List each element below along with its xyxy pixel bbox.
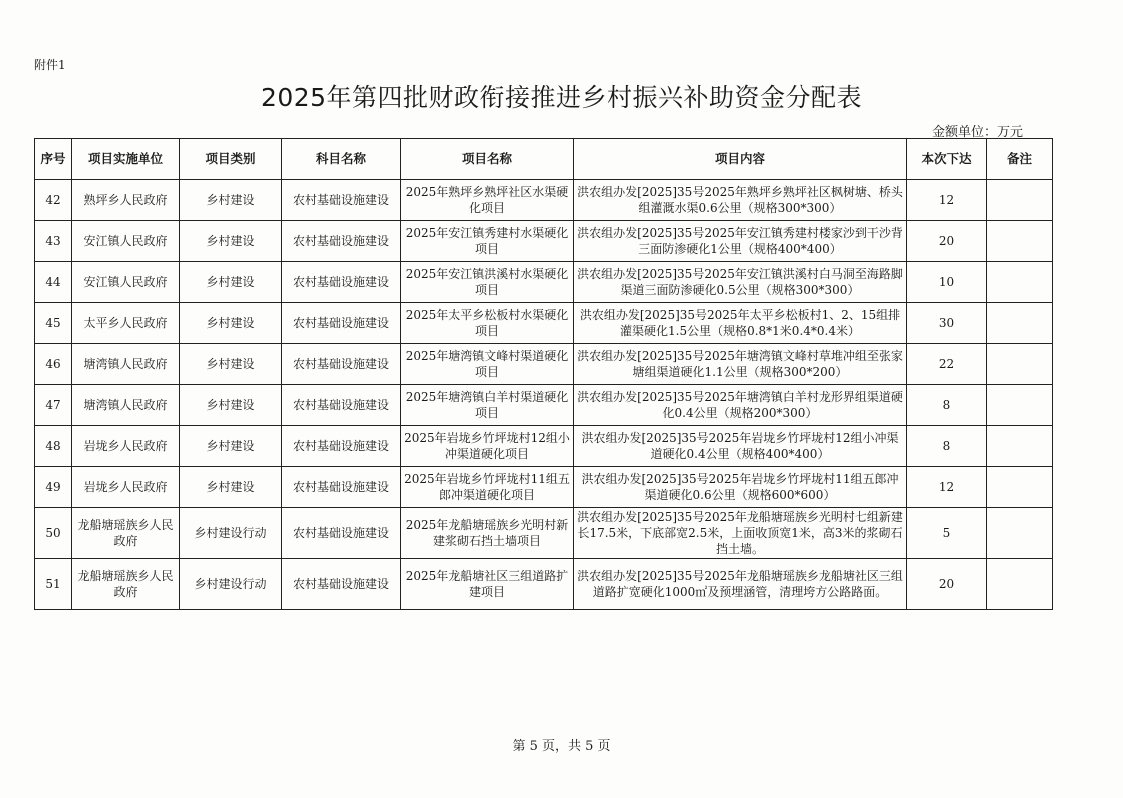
cell-subject: 农村基础设施建设 [282, 426, 401, 467]
cell-category: 乡村建设 [180, 180, 282, 221]
amount-unit-label: 金额单位：万元 [931, 125, 1023, 140]
header-remark: 备注 [987, 139, 1053, 180]
cell-name: 2025年安江镇秀建村水渠硬化项目 [401, 221, 574, 262]
cell-name: 2025年龙船塘社区三组道路扩建项目 [401, 559, 574, 610]
table-row [35, 426, 1053, 467]
cell-unit: 龙船塘瑶族乡人民政府 [72, 508, 180, 559]
table-row [35, 180, 1053, 221]
cell-remark [987, 467, 1053, 508]
cell-content: 洪农组办发[2025]35号2025年太平乡松板村1、2、15组排灌渠硬化1.5公里（规格0.8*1米0.4*0.4米） [574, 303, 907, 344]
cell-remark [987, 262, 1053, 303]
cell-category: 乡村建设 [180, 385, 282, 426]
page-number: 第 5 页，共 5 页 [512, 739, 611, 754]
cell-seq: 50 [35, 508, 72, 559]
cell-amount: 12 [907, 467, 987, 508]
cell-seq: 47 [35, 385, 72, 426]
cell-remark [987, 180, 1053, 221]
cell-name: 2025年岩垅乡竹坪垅村11组五郎冲渠道硬化项目 [401, 467, 574, 508]
cell-unit: 塘湾镇人民政府 [72, 385, 180, 426]
table-row [35, 508, 1053, 559]
header-unit: 项目实施单位 [72, 139, 180, 180]
cell-unit: 安江镇人民政府 [72, 221, 180, 262]
cell-amount: 5 [907, 508, 987, 559]
cell-unit: 龙船塘瑶族乡人民政府 [72, 559, 180, 610]
cell-unit: 安江镇人民政府 [72, 262, 180, 303]
cell-name: 2025年太平乡松板村水渠硬化项目 [401, 303, 574, 344]
cell-unit: 太平乡人民政府 [72, 303, 180, 344]
cell-seq: 43 [35, 221, 72, 262]
header-content: 项目内容 [574, 139, 907, 180]
cell-category: 乡村建设行动 [180, 508, 282, 559]
cell-remark [987, 385, 1053, 426]
cell-remark [987, 303, 1053, 344]
cell-subject: 农村基础设施建设 [282, 467, 401, 508]
table-header-row [35, 139, 1053, 180]
table-row [35, 344, 1053, 385]
cell-seq: 51 [35, 559, 72, 610]
cell-name: 2025年熟坪乡熟坪社区水渠硬化项目 [401, 180, 574, 221]
cell-content: 洪农组办发[2025]35号2025年熟坪乡熟坪社区枫树塘、桥头组灌溉水渠0.6公里（规格300*300） [574, 180, 907, 221]
header-name: 项目名称 [401, 139, 574, 180]
cell-content: 洪农组办发[2025]35号2025年岩垅乡竹坪垅村12组小冲渠道硬化0.4公里（规格400*400） [574, 426, 907, 467]
cell-content: 洪农组办发[2025]35号2025年龙船塘瑶族乡龙船塘社区三组道路扩宽硬化1000㎡及预埋涵管，清理垮方公路路面。 [574, 559, 907, 610]
cell-remark [987, 426, 1053, 467]
table-row [35, 559, 1053, 610]
header-amount: 本次下达 [907, 139, 987, 180]
table-row [35, 303, 1053, 344]
cell-category: 乡村建设 [180, 344, 282, 385]
cell-amount: 22 [907, 344, 987, 385]
cell-subject: 农村基础设施建设 [282, 344, 401, 385]
cell-amount: 20 [907, 559, 987, 610]
header-seq: 序号 [35, 139, 72, 180]
cell-name: 2025年塘湾镇文峰村渠道硬化项目 [401, 344, 574, 385]
cell-category: 乡村建设 [180, 221, 282, 262]
allocation-table [34, 138, 1053, 610]
cell-remark [987, 559, 1053, 610]
cell-unit: 岩垅乡人民政府 [72, 467, 180, 508]
page-title: 2025年第四批财政衔接推进乡村振兴补助资金分配表 [260, 83, 863, 112]
cell-name: 2025年岩垅乡竹坪垅村12组小冲渠道硬化项目 [401, 426, 574, 467]
table-row [35, 262, 1053, 303]
cell-seq: 45 [35, 303, 72, 344]
table-row [35, 467, 1053, 508]
cell-content: 洪农组办发[2025]35号2025年塘湾镇白羊村龙形界组渠道硬化0.4公里（规格200*300） [574, 385, 907, 426]
cell-category: 乡村建设 [180, 426, 282, 467]
cell-subject: 农村基础设施建设 [282, 385, 401, 426]
cell-content: 洪农组办发[2025]35号2025年塘湾镇文峰村草堆冲组至张家塘组渠道硬化1.1公里（规格300*200） [574, 344, 907, 385]
cell-unit: 塘湾镇人民政府 [72, 344, 180, 385]
cell-amount: 12 [907, 180, 987, 221]
cell-amount: 10 [907, 262, 987, 303]
cell-subject: 农村基础设施建设 [282, 303, 401, 344]
cell-remark [987, 344, 1053, 385]
cell-seq: 49 [35, 467, 72, 508]
cell-seq: 42 [35, 180, 72, 221]
cell-unit: 熟坪乡人民政府 [72, 180, 180, 221]
cell-seq: 46 [35, 344, 72, 385]
cell-subject: 农村基础设施建设 [282, 559, 401, 610]
cell-amount: 8 [907, 385, 987, 426]
attachment-label: 附件1 [34, 58, 66, 72]
cell-remark [987, 221, 1053, 262]
cell-name: 2025年安江镇洪溪村水渠硬化项目 [401, 262, 574, 303]
cell-subject: 农村基础设施建设 [282, 221, 401, 262]
cell-amount: 30 [907, 303, 987, 344]
cell-content: 洪农组办发[2025]35号2025年龙船塘瑶族乡光明村七组新建长17.5米，下底部宽2.5米，上面收顶宽1米，高3米的浆砌石挡土墙。 [574, 508, 907, 559]
cell-name: 2025年龙船塘瑶族乡光明村新建浆砌石挡土墙项目 [401, 508, 574, 559]
cell-subject: 农村基础设施建设 [282, 180, 401, 221]
table-row [35, 385, 1053, 426]
cell-category: 乡村建设行动 [180, 559, 282, 610]
cell-subject: 农村基础设施建设 [282, 262, 401, 303]
cell-amount: 8 [907, 426, 987, 467]
cell-seq: 44 [35, 262, 72, 303]
cell-content: 洪农组办发[2025]35号2025年安江镇秀建村楼家沙到干沙背三面防渗硬化1公里（规格400*400） [574, 221, 907, 262]
cell-category: 乡村建设 [180, 262, 282, 303]
cell-amount: 20 [907, 221, 987, 262]
cell-category: 乡村建设 [180, 303, 282, 344]
cell-subject: 农村基础设施建设 [282, 508, 401, 559]
cell-seq: 48 [35, 426, 72, 467]
header-category: 项目类别 [180, 139, 282, 180]
cell-unit: 岩垅乡人民政府 [72, 426, 180, 467]
cell-content: 洪农组办发[2025]35号2025年安江镇洪溪村白马洞至海路脚渠道三面防渗硬化0.5公里（规格300*300） [574, 262, 907, 303]
table-row [35, 221, 1053, 262]
cell-category: 乡村建设 [180, 467, 282, 508]
cell-name: 2025年塘湾镇白羊村渠道硬化项目 [401, 385, 574, 426]
cell-remark [987, 508, 1053, 559]
header-subject: 科目名称 [282, 139, 401, 180]
cell-content: 洪农组办发[2025]35号2025年岩垅乡竹坪垅村11组五郎冲渠道硬化0.6公里（规格600*600） [574, 467, 907, 508]
